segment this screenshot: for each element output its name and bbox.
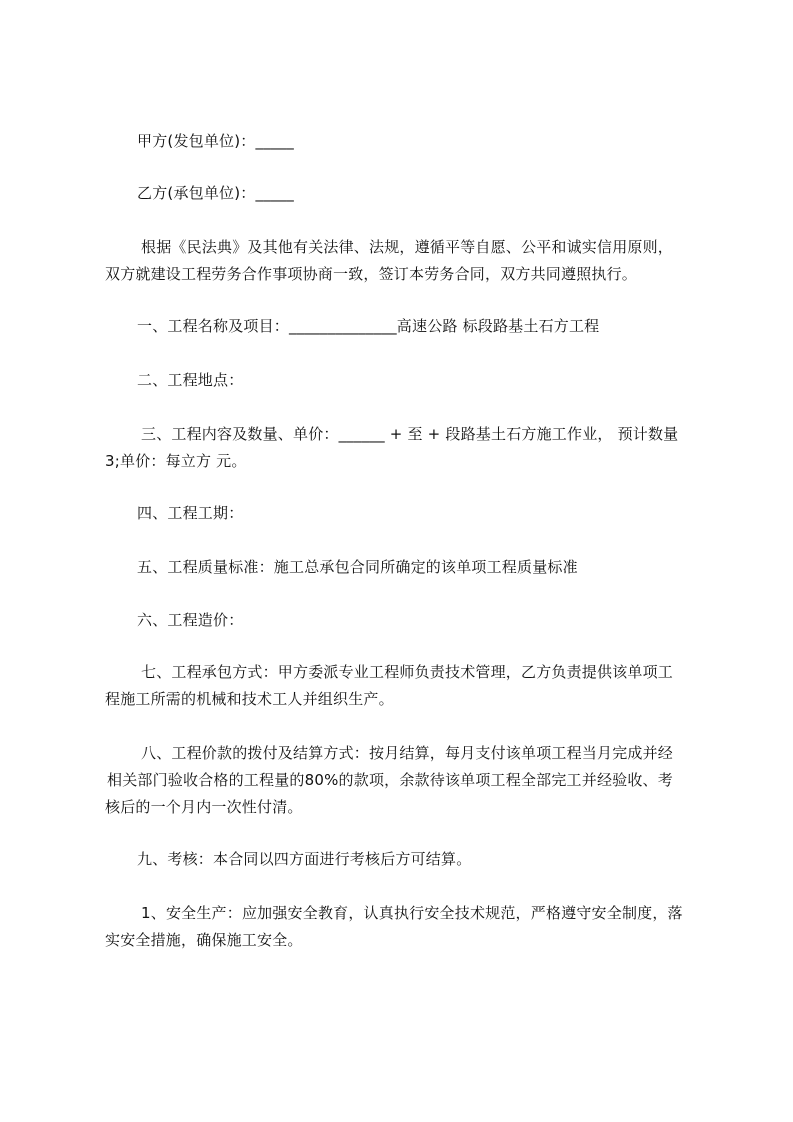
clause-6-cost: 六、工程造价： bbox=[137, 611, 244, 629]
item-1-line-1: 1、安全生产：应加强安全教育，认真执行安全技术规范，严格遵守安全制度，落 bbox=[141, 904, 683, 922]
item-1-line-2: 实安全措施，确保施工安全。 bbox=[105, 931, 303, 949]
clause-8-line-1: 八、工程价款的拨付及结算方式：按月结算，每月支付该单项工程当月完成并经 bbox=[141, 744, 674, 762]
preamble-line-1: 根据《民法典》及其他有关法律、法规，遵循平等自愿、公平和诚实信用原则， bbox=[141, 238, 674, 256]
clause-1-project-name: 一、工程名称及项目：______________高速公路 标段路基土石方工程 bbox=[137, 317, 600, 335]
clause-4-duration: 四、工程工期： bbox=[137, 504, 244, 522]
clause-3-line-1: 三、工程内容及数量、单价：______ + 至 + 段路基土石方施工作业， 预计数量 bbox=[141, 425, 679, 443]
clause-2-location: 二、工程地点： bbox=[137, 371, 244, 389]
clause-5-quality: 五、工程质量标准：施工总承包合同所确定的该单项工程质量标准 bbox=[137, 558, 578, 576]
clause-8-line-2: 相关部门验收合格的工程量的80%的款项，余款待该单项工程全部完工并经验收、考 bbox=[107, 771, 673, 789]
party-a-line: 甲方(发包单位)：_____ bbox=[137, 132, 295, 150]
preamble-line-2: 双方就建设工程劳务合作事项协商一致，签订本劳务合同，双方共同遵照执行。 bbox=[105, 265, 638, 283]
party-b-line: 乙方(承包单位)：_____ bbox=[137, 184, 295, 202]
clause-3-line-2: 3;单价：每立方 元。 bbox=[105, 452, 247, 470]
clause-7-line-1: 七、工程承包方式：甲方委派专业工程师负责技术管理，乙方负责提供该单项工 bbox=[141, 663, 674, 681]
clause-9-assessment: 九、考核：本合同以四方面进行考核后方可结算。 bbox=[137, 850, 472, 868]
clause-7-line-2: 程施工所需的机械和技术工人并组织生产。 bbox=[105, 690, 394, 708]
clause-8-line-3: 核后的一个月内一次性付清。 bbox=[105, 798, 303, 816]
